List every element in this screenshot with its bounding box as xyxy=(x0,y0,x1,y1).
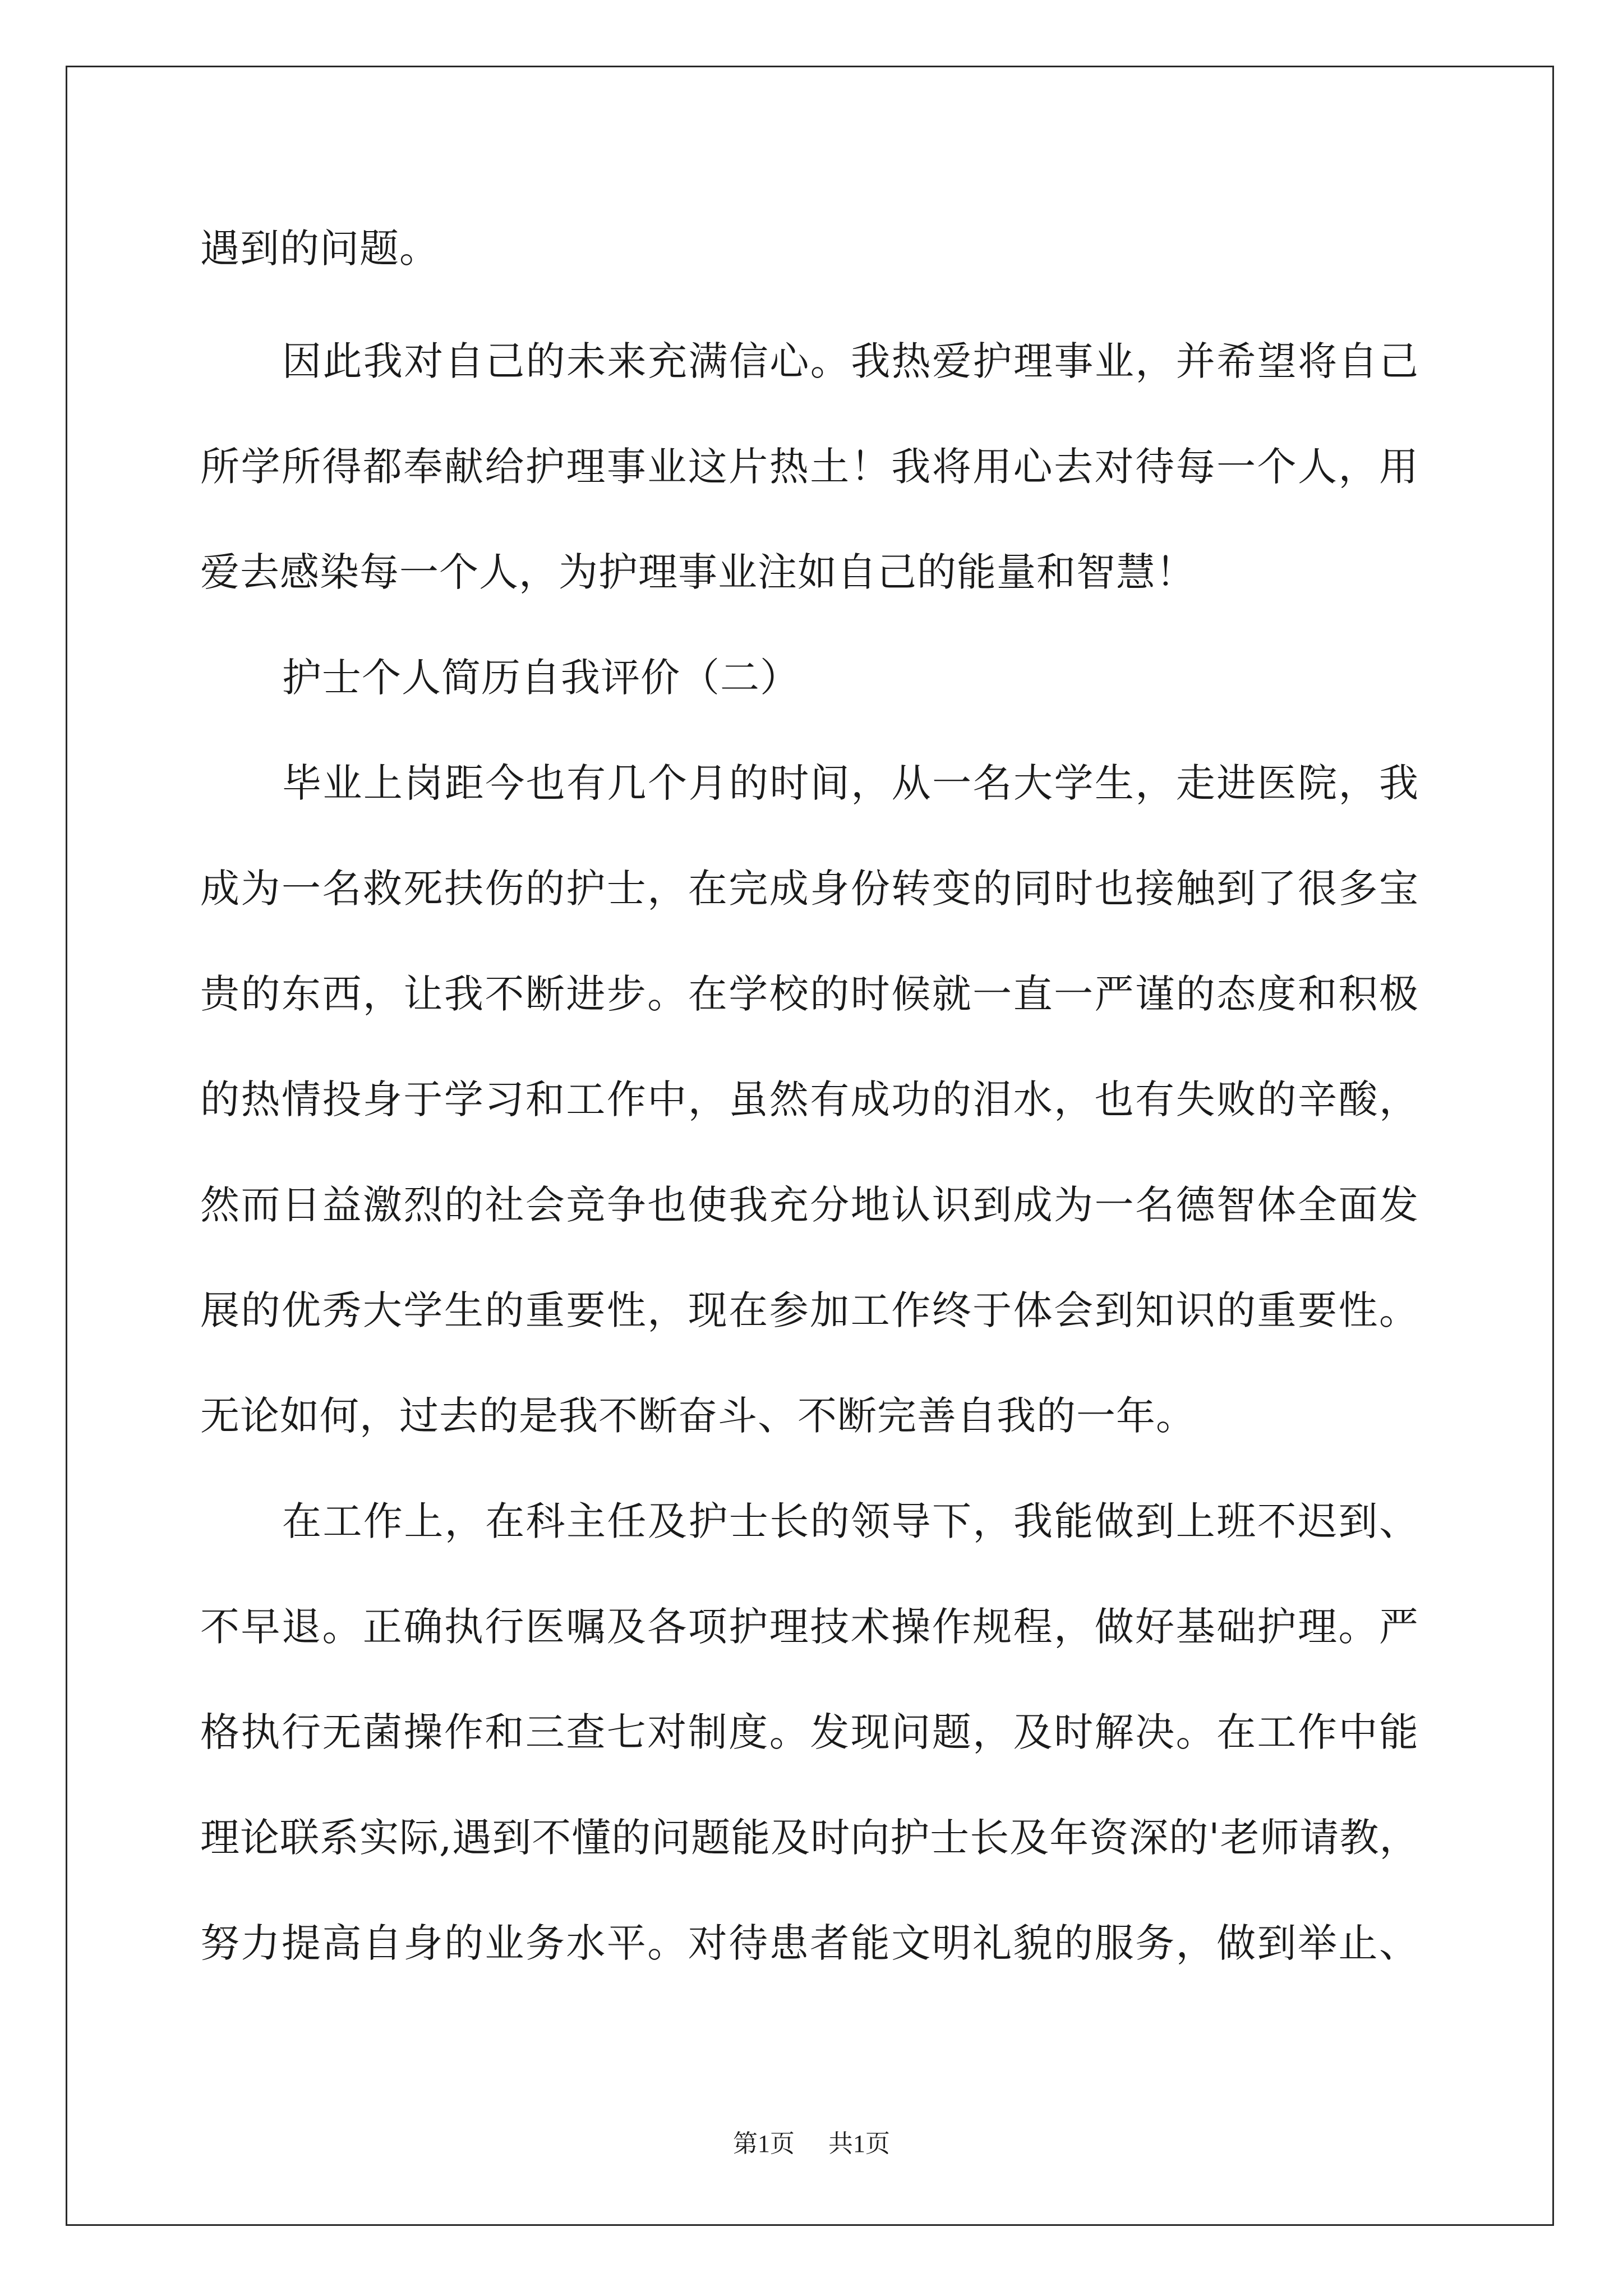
text-line: 贵的东西，让我不断进步。在学校的时候就一直一严谨的态度和积极 xyxy=(200,971,1419,1017)
paragraph-work xyxy=(200,1469,1419,1996)
text-line: 不早退。正确执行医嘱及各项护理技术操作规程，做好基础护理。严 xyxy=(200,1604,1419,1650)
text-line: 因此我对自己的未来充满信心。我热爱护理事业，并希望将自己 xyxy=(282,338,1419,384)
page-footer xyxy=(0,2127,1623,2161)
text-line: 成为一名救死扶伤的护士，在完成身份转变的同时也接触到了很多宝 xyxy=(200,866,1419,912)
text-line: 毕业上岗距今也有几个月的时间，从一名大学生，走进医院，我 xyxy=(282,760,1419,806)
page-number: 第1页 xyxy=(733,2130,795,2157)
text-line: 展的优秀大学生的重要性，现在参加工作终于体会到知识的重要性。 xyxy=(200,1287,1419,1333)
text-line: 努力提高自身的业务水平。对待患者能文明礼貌的服务，做到举止、 xyxy=(200,1920,1419,1966)
text-line: 格执行无菌操作和三查七对制度。发现问题，及时解决。在工作中能 xyxy=(200,1709,1419,1755)
section-heading xyxy=(200,625,1419,730)
paragraph-confidence xyxy=(200,309,1419,625)
text-line: 爱去感染每一个人，为护理事业注如自己的能量和智慧！ xyxy=(200,549,1196,595)
paragraph-continuation xyxy=(200,196,1419,301)
document-body xyxy=(200,196,1419,1996)
heading-line: 护士个人简历自我评价（二） xyxy=(282,655,800,701)
text-line: 遇到的问题。 xyxy=(200,226,439,272)
text-line: 所学所得都奉献给护理事业这片热土！我将用心去对待每一个人，用 xyxy=(200,444,1419,490)
paragraph-graduation xyxy=(200,730,1419,1469)
text-line: 理论联系实际,遇到不懂的问题能及时向护士长及年资深的'老师请教， xyxy=(200,1815,1419,1861)
text-line: 的热情投身于学习和工作中，虽然有成功的泪水，也有失败的辛酸， xyxy=(200,1076,1419,1122)
text-line: 在工作上，在科主任及护士长的领导下，我能做到上班不迟到、 xyxy=(282,1498,1419,1544)
text-line: 然而日益激烈的社会竞争也使我充分地认识到成为一名德智体全面发 xyxy=(200,1182,1419,1228)
page-total: 共1页 xyxy=(828,2130,890,2157)
text-line: 无论如何，过去的是我不断奋斗、不断完善自我的一年。 xyxy=(200,1393,1196,1439)
